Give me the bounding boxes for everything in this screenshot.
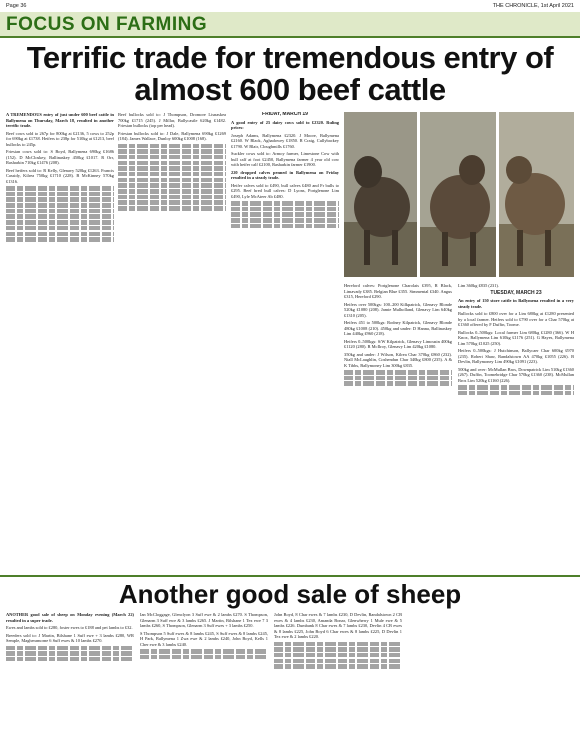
sheep-column-3: [274, 612, 402, 732]
article-para-4: Beef bullocks sold to: J Thompson, Dromore Lisnaskea 700kg £1715 (245). J Millar, Ballycastle 620kg £1482. Friesian bullocks (top per head).: [118, 112, 226, 128]
heifers-350-under-para: 350kg and under: J Wilson, Kilrea Char 370kg £860 (232). Niall McLaughlin, Coshendun Char 340kg £800 (235). A & K Tibbs, Ballymoney Lim 300kg £835.: [344, 351, 452, 368]
sheep-para-5: John Boyd, 8 Char ewes & 7 lambs £230, D Devlin, Randalstown 2 CB ewes & 4 lambs £230, Amanda Bonar, Glenwherry 1 Mule ewe & 5 lambs £226. Dumbank 8 Char ewes & 7 lambs £230, Devlin 4 CB ewes & 8 lambs £225, John Boyd 6 Char ewes & 8 lambs £225, D Devlin 1 Tex ewe & 2 lambs £220.: [274, 612, 402, 639]
dairy-para: Joseph Adams, Ballymena £2320. J Moore, Ballymena £2160. W Black, Aghadowey £1850. R Craig, Cullybackey £1790. W Blair, Cloughmills £1760.: [231, 132, 339, 149]
article-para-5: Friesian bullocks sold to: J Dale, Ballymena 690kg £1269 (184). James Wallace, Dunloy 600kg £1008 (168).: [118, 130, 226, 141]
store-para-2: Bullocks 0–500kgs: Local farmer Lim 680kg £1280 (366). W H Knox, Ballymena Lim 610kg £1176 (251). G Hayes, Ballymena Lim 570kg £1025 (250).: [458, 329, 574, 346]
dateline-friday: FRIDAY, MARCH 19: [262, 112, 308, 117]
suckler-para: Suckler cows sold to: Armoy farmer, Limestone Cow with bull calf at foot £2450, Ballymena farmer 4 year old cow with heifer calf £2100, Rasharkin farmer £1900.: [231, 151, 339, 167]
sheep-para-4: S Thompson 5 Suff ewes & 8 lambs £245, S Suff ewes & 8 lambs £245, H Park, Ballymena 1 Zwa ewe & 2 lambs £240, John Boyd, Kells 1 Cher ewe & 3 lambs £240.: [140, 630, 268, 647]
article-para-1: Beef cows sold to 267p for 800kg at £2136, 5 cows to 252p for 690kg at £1738. Heifers to 238p for 510kg at £1213, beef bullocks to 245p.: [6, 130, 114, 147]
main-headline: Terrific trade for tremendous entry of almost 600 beef cattle: [26, 40, 554, 107]
section-title: FOCUS ON FARMING: [6, 14, 208, 35]
sheep-headline: Another good sale of sheep: [118, 579, 462, 609]
article-column-1: [6, 112, 114, 567]
store-para-4: 500kg and over: McMullan Bros, Downpatrick Lim 510kg £1360 (267). Duffin, Toomebridge Char 570kg £1360 (238). McMullan Bros Lim 520kg £1160 (226).: [458, 366, 574, 383]
dateline-tuesday: TUESDAY, MARCH 23: [490, 289, 542, 296]
sheep-lead: ANOTHER good sale of sheep on Monday evening (March 22) resulted in a super trade.: [6, 612, 134, 623]
store-para-3: Heifers 0–500kgs: J Hutchinson, Ballycaer Char 600kg £970 (235). Robert Shaw, Randalstown AA 470kg £1055 (226). B Devlin, Ballymoney Lim 490kg £1091 (223).: [458, 348, 574, 364]
page-number: Page 36: [6, 3, 27, 9]
sheep-para-3: Ian McCloggage, Glenclyon 3 Suff ewe & 2 lambs £270. S Thompson, Glenarm 3 Suff ewe & 3 lambs £265. J Martin, Bilshane 1 Tex ewe 7 3 lambs £260, S Thompson, Glenarm 3 Suff ewes + 3 lambs £250.: [140, 612, 268, 628]
sheep-para-2: Breeders sold to: J Martin, Bilshane 1 Suff ewe + 3 lambs £280, WR Semple, Magheramorne 6 Suff ewes & 10 lambs £270.: [6, 632, 134, 643]
calves-lead: 220 dropped calves penned in Ballymena on Friday resulted in a steady trade.: [231, 169, 339, 180]
sheep-column-1: [6, 612, 134, 732]
hereford-para: Hereford calves: Portglenone Charolais £395, R Black, Limavady £385. Belgian Blue £355. Simmental £340. Angus £315, Hereford £290.: [344, 283, 452, 299]
store-lead: An entry of 150 store cattle in Ballymena resulted in a very steady trade.: [458, 298, 574, 309]
store-para-1: Bullocks sold to £800 over for a Lim 680kg at £1280 presented by a local farmer. Heifers sold to £790 over for a Char 570kg at £1360 offered by F Duffin, Toome.: [458, 311, 574, 327]
cattle-photo-right: [499, 112, 574, 277]
cattle-photo-center: [420, 112, 496, 277]
article-column-3: [231, 112, 339, 567]
dairy-lead: A good entry of 25 dairy cows sold to £2320. Ruling prices:: [231, 119, 339, 130]
col5-top-line: Lim 360kg £835 (231).: [458, 283, 499, 288]
cattle-photo-left: [344, 112, 417, 277]
article-lead: A TREMENDOUS entry of just under 600 beef cattle in Ballymena on Thursday, March 18, resulted in another terrific trade.: [6, 112, 114, 128]
sheep-para-1: Ewes and lambs sold to £280, foster ewes to £188 and pet lambs to £32.: [6, 625, 133, 630]
article-column-4: [344, 283, 452, 567]
heifers-0-500-para: Heifers 0–500kgs: S/W Kilpatrick, Glenavy Limousin 400kg £1120 (280). R McIlroy, Glenavy Lim 420kg £1080.: [344, 338, 452, 349]
page-header: [0, 0, 580, 12]
calves-para: Heifer calves sold to £490, bull calves £480 and Fr bulls to £295. Beef bred bull calves: D Lyons, Portglenone Lim £490, Lyle McAteer Ab £480.: [231, 182, 339, 199]
heifers-451-500-para: Heifers 451 to 500kgs: Rodney Kilpatrick, Glenavy Blonde 480kg £1008 (210). 450kg and under: D Hanna, Ballinaskey Lim 440kg £960 (218).: [344, 320, 452, 336]
article-para-3: Beef heifers sold to: R Kelly, Glenavy 520kg £1263. Francis Cassidy, Kilrea 750kg £1710 (228). B McKinney 570kg £1316.: [6, 167, 114, 184]
sheep-section-divider: [0, 575, 580, 577]
paper-dateline: THE CHRONICLE, 1st April 2021: [492, 3, 574, 9]
section-banner: [0, 12, 580, 38]
heifers-over-500-para: Heifers over 500kgs: 100–200 Kilkpatrick, Glenavy Blonde 520kg £1080 (208). Jamie Mulholland, Glenavy Lim 640kg £1310 (205).: [344, 301, 452, 318]
sheep-column-2: [140, 612, 268, 732]
article-column-2: [118, 112, 226, 567]
article-para-2: Friesian cows sold to: S Boyd, Ballymena 690kg £1686 (152). D McCloskey, Ballinaskey 450kg £1017. R Orr, Rasharkin 710kg £1476 (208).: [6, 149, 114, 165]
article-column-5: [458, 283, 574, 567]
